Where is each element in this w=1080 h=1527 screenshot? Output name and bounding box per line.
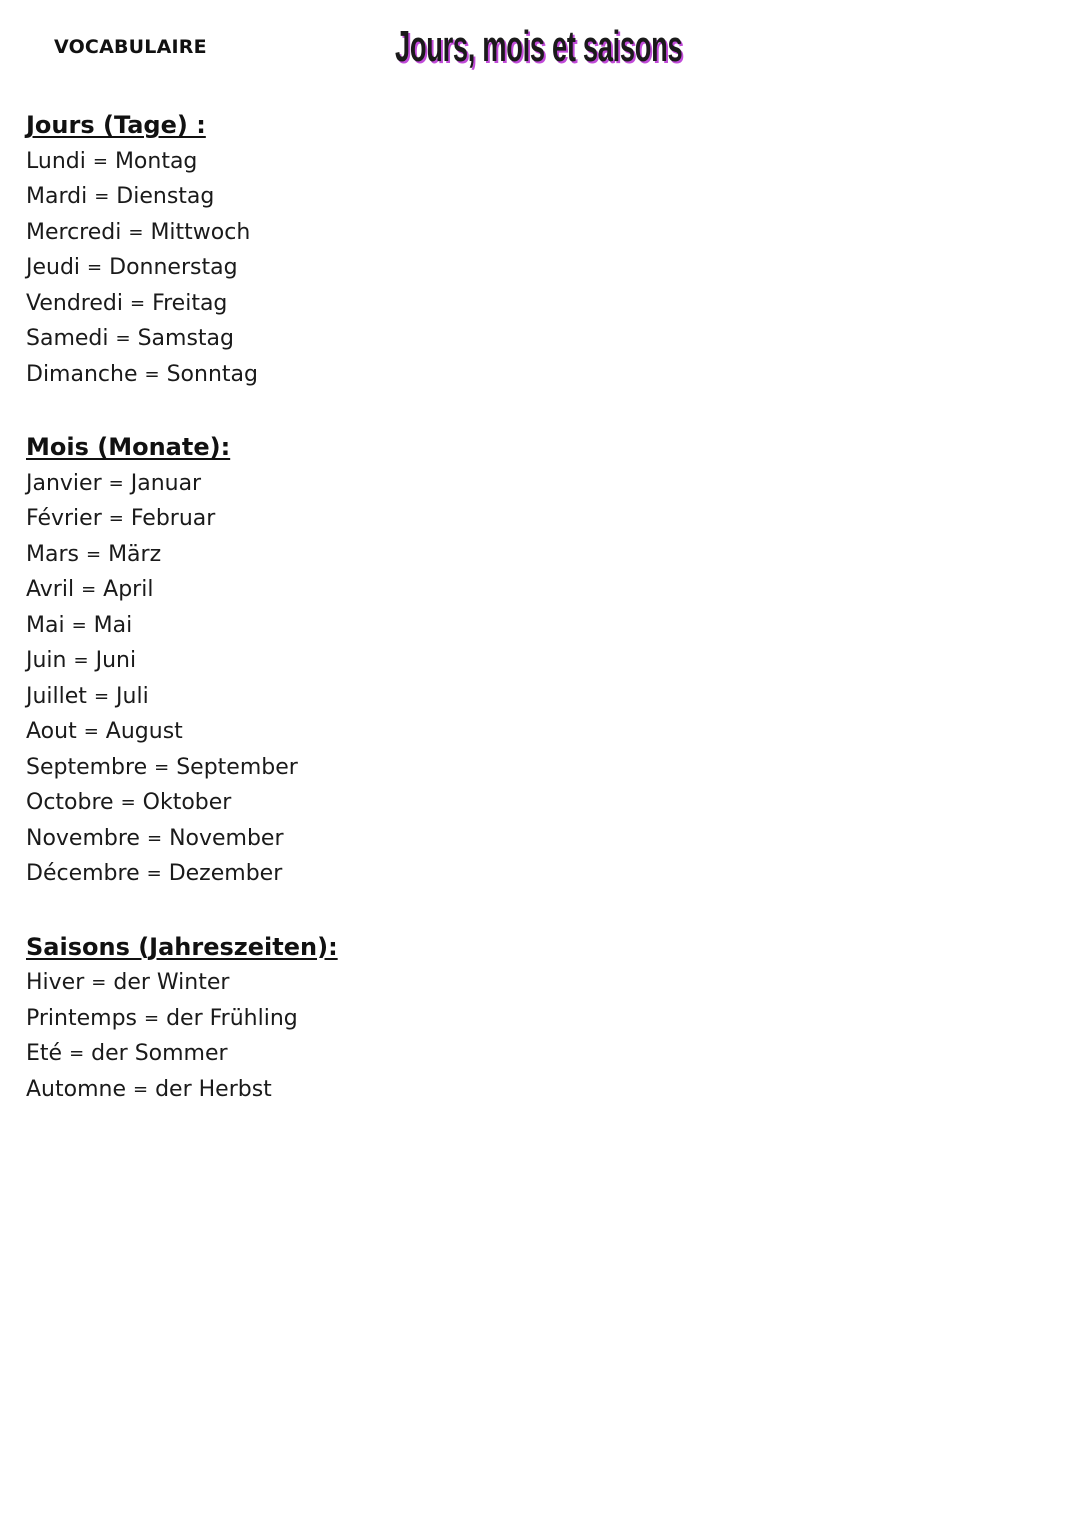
equals-sign: = <box>154 756 170 778</box>
section-months <box>26 430 626 892</box>
german-word: März <box>108 541 162 567</box>
equals-sign: = <box>128 221 144 243</box>
equals-sign: = <box>133 1078 149 1100</box>
equals-sign: = <box>91 972 107 993</box>
german-word: Mai <box>93 612 133 638</box>
french-word: Mardi <box>26 184 88 209</box>
german-word: Sonntag <box>166 361 258 387</box>
french-word: Automne <box>26 1076 126 1102</box>
french-word: Mai <box>26 612 65 638</box>
equals-sign: = <box>83 721 99 742</box>
vocab-row <box>26 1072 626 1108</box>
french-word: Aout <box>26 719 77 744</box>
equals-sign: = <box>69 1043 85 1064</box>
vocab-row <box>26 144 626 180</box>
vocab-row <box>26 821 626 857</box>
equals-sign: = <box>146 863 162 884</box>
vocabulary-content <box>26 108 626 1107</box>
equals-sign: = <box>94 186 110 207</box>
section-heading-days: Jours (Tage) : <box>26 111 206 139</box>
page-title: Jours, mois et saisons <box>395 22 683 71</box>
equals-sign: = <box>120 792 136 813</box>
section-seasons <box>26 930 626 1108</box>
german-word: Dienstag <box>116 184 215 209</box>
equals-sign: = <box>85 543 102 565</box>
equals-sign: = <box>71 614 87 636</box>
german-word: Dezember <box>168 861 283 886</box>
vocab-row <box>26 714 626 750</box>
equals-sign: = <box>81 579 97 600</box>
german-word: der Herbst <box>155 1076 272 1102</box>
french-word: Lundi <box>26 148 86 174</box>
french-word: Juin <box>26 648 67 673</box>
vocab-row <box>26 572 626 608</box>
equals-sign: = <box>92 150 108 172</box>
german-word: September <box>176 754 298 780</box>
german-word: November <box>169 825 284 851</box>
vocab-row <box>26 250 626 286</box>
equals-sign: = <box>146 827 163 849</box>
section-heading-months: Mois (Monate): <box>26 433 231 461</box>
equals-sign: = <box>144 363 160 385</box>
vocab-row <box>26 1036 626 1072</box>
vocab-row <box>26 357 626 393</box>
vocab-row <box>26 501 626 537</box>
vocab-row <box>26 785 626 821</box>
french-word: Novembre <box>26 825 140 851</box>
german-word: Samstag <box>137 326 235 351</box>
vocab-row <box>26 608 626 644</box>
vocab-list-months <box>26 466 626 892</box>
vocab-row <box>26 750 626 786</box>
vocab-row <box>26 466 626 502</box>
german-word: Januar <box>130 470 202 496</box>
german-word: August <box>105 719 183 744</box>
german-word: Oktober <box>142 790 232 815</box>
french-word: Décembre <box>26 861 140 886</box>
german-word: Donnerstag <box>109 255 238 280</box>
vocab-row <box>26 856 626 892</box>
vocab-row <box>26 643 626 679</box>
french-word: Printemps <box>26 1005 137 1031</box>
french-word: Mercredi <box>26 219 122 245</box>
vocab-row <box>26 537 626 573</box>
french-word: Hiver <box>26 970 85 995</box>
vocab-row <box>26 179 626 215</box>
vocab-row <box>26 286 626 322</box>
french-word: Vendredi <box>26 290 123 316</box>
french-word: Janvier <box>26 470 102 496</box>
equals-sign: = <box>108 472 124 494</box>
vocab-row <box>26 215 626 251</box>
equals-sign: = <box>115 328 131 349</box>
french-word: Février <box>26 506 102 531</box>
french-word: Avril <box>26 577 75 602</box>
french-word: Samedi <box>26 326 109 351</box>
german-word: Montag <box>114 148 198 174</box>
equals-sign: = <box>129 292 146 314</box>
german-word: Juli <box>116 683 149 709</box>
equals-sign: = <box>144 1007 160 1029</box>
german-word: Februar <box>130 506 216 531</box>
french-word: Dimanche <box>26 361 138 387</box>
equals-sign: = <box>73 650 89 671</box>
vocab-row <box>26 1001 626 1037</box>
vocab-row <box>26 679 626 715</box>
german-word: der Sommer <box>91 1041 228 1066</box>
section-days <box>26 108 626 392</box>
vocab-row <box>26 965 626 1001</box>
german-word: Mittwoch <box>150 219 251 245</box>
german-word: der Winter <box>113 970 230 995</box>
vocab-list-seasons <box>26 965 626 1107</box>
vocab-row <box>26 321 626 357</box>
equals-sign: = <box>93 685 110 707</box>
french-word: Octobre <box>26 790 114 815</box>
french-word: Eté <box>26 1041 63 1066</box>
german-word: der Frühling <box>166 1005 298 1031</box>
equals-sign: = <box>87 257 103 278</box>
french-word: Mars <box>26 541 79 567</box>
french-word: Jeudi <box>26 255 81 280</box>
french-word: Septembre <box>26 754 148 780</box>
equals-sign: = <box>108 508 124 529</box>
french-word: Juillet <box>26 683 87 709</box>
vocab-list-days <box>26 144 626 393</box>
header-label: VOCABULAIRE <box>54 36 207 58</box>
german-word: Freitag <box>152 290 228 316</box>
section-heading-seasons: Saisons (Jahreszeiten): <box>26 932 338 961</box>
german-word: Juni <box>95 648 137 673</box>
german-word: April <box>103 577 154 602</box>
